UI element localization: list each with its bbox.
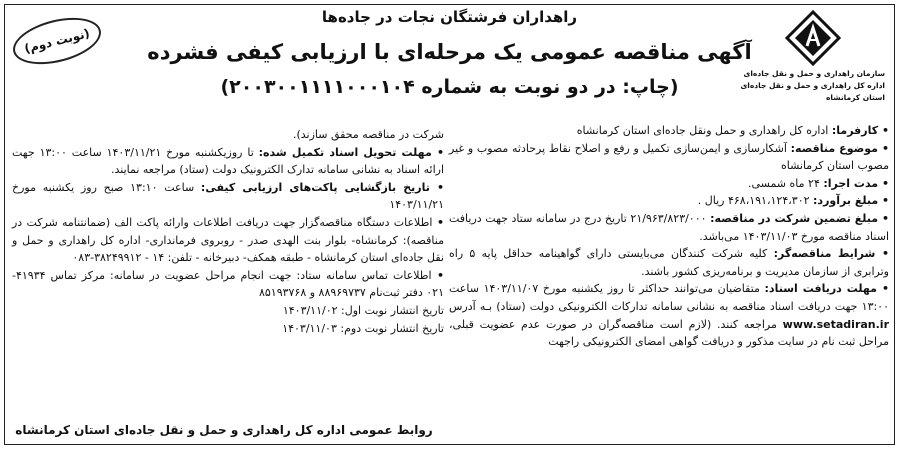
contact-label: اطلاعات دستگاه مناقصه‌گزار جهت دریافت اطلاعات وارائه پاکت الف (ضمانتنامه شرکت در مناقصه): [12,215,444,247]
subject-label: موضوع مناقصه: [790,141,878,155]
duration-item: • مدت اجرا: ۲۴ ماه شمسی. [747,176,889,190]
conditions-item: • شرایط مناقصه‌گر: کلیه شرکت کنندگان می‌بایستی دارای گواهینامه حداقل پایه ۵ راه وترابری از سازمان مدیریت و برنامه‌ریزی کشور باشند. [449,247,889,278]
setad-website-link[interactable]: www.setadiran.ir [782,317,890,331]
setad-item: • اطلاعات تماس سامانه ستاد: جهت انجام مراحل عضویت در سامانه: مرکز تماس ۴۱۹۳۴- ۰۲۱ دفتر ثبت‌نام ۸۸۹۶۹۷۳۷ و ۸۵۱۹۳۷۶۸ [12,268,444,300]
conditions-label: شرایط مناقصه‌گر: [773,247,876,261]
logo-line: استان کرمانشاه [825,93,885,102]
contact-value: کرمانشاه- بلوار بنت الهدی صدر - روبروی فرمانداری- اداره کل راهداری و حمل و نقل جاده‌ای استان کرمانشاه - طبقه همکف- دبیرخانه - تلفن: ۱۴ - ۳۸۲۴۹۹۱۲-۰۸۳ [12,233,444,265]
slogan-title: راهداران فرشتگان نجات در جاده‌ها [321,8,578,26]
opening-label: تاریخ بازگشایی پاکت‌های ارزیابی کیفی: [200,180,430,194]
docs-label: مهلت دریافت اسناد: [764,282,877,296]
setad-value: جهت انجام مراحل عضویت در سامانه: مرکز تماس ۴۱۹۳۴- ۰۲۱ دفتر ثبت‌نام ۸۸۹۶۹۷۳۷ و ۸۵۱۹۳۷۶۸ [12,268,444,300]
guarantee-item: • مبلغ تضمین شرکت در مناقصه: ۲۱/۹۶۳/۸۲۳/۰۰۰ تاریخ درج در سامانه ستاد جهت دریافت اسناد مناقصه مورخ ۱۴۰۳/۱۱/۰۳ می‌باشد. [449,211,890,243]
subject-item: • موضوع مناقصه: آشکارسازی و ایمن‌سازی تکمیل و رفع و اصلاح نقاط پرحادثه مصوب و غیر مصوب استان کرمانشاه [449,141,889,173]
budget-value: ۴۶۸،۱۹۱،۱۲۴،۳۰۲ ریال . [697,194,810,208]
organization-logo [735,6,885,118]
submit-item: • مهلت تحویل اسناد تکمیل شده: تا روزیکشنبه مورخ ۱۴۰۳/۱۱/۲۱ ساعت ۱۳:۰۰ جهت ارائه اسناد به نشانی سامانه تدارک الکترونیک دولت (ستاد) مراجعه نمایند. [12,145,444,177]
budget-label: مبلغ برآورد: [813,194,879,208]
road-transport-logo-icon [783,10,843,66]
subject-value: آشکارسازی و ایمن‌سازی تکمیل و رفع و اصلاح نقاط پرحادثه مصوب و غیر مصوب استان کرمانشاه [449,141,889,173]
budget-item: • مبلغ برآورد: ۴۶۸،۱۹۱،۱۲۴،۳۰۲ ریال . [697,194,889,208]
docs-value-2: مراجعه کنند. (لازم است مناقصه‌گران در صورت عدم عضویت قبلی، مراحل ثبت نام در سایت مذکور و دریافت گواهی امضای الکترونیکی راجهت [449,317,889,349]
tender-number-title: (چاپ: در دو نوبت به شماره ۲۰۰۳۰۰۱۱۱۱۰۰۰۱۰۴) [220,76,679,98]
setad-label: اطلاعات تماس سامانه ستاد: [296,268,432,282]
left-column [12,126,444,337]
publish-date-2: تاریخ انتشار نوبت دوم: ۱۴۰۳/۱۱/۰۳ [282,321,444,335]
duration-label: مدت اجرا: [823,176,879,190]
logo-line: اداره کل راهداری و حمل و نقل جاده‌ای [740,81,885,90]
contact-item: • اطلاعات دستگاه مناقصه‌گزار جهت دریافت اطلاعات وارائه پاکت الف (ضمانتنامه شرکت در مناقصه): کرمانشاه- بلوار بنت الهدی صدر - روبروی فرمانداری- اداره کل راهداری و حمل و نقل جاده‌ای استان کرمانشاه - طبقه همکف- دبیرخانه - تلفن: ۱۴ - ۳۸۲۴۹۹۱۲-۰۸۳ [12,215,444,265]
submit-value: تا روزیکشنبه مورخ ۱۴۰۳/۱۱/۲۱ ساعت ۱۳:۰۰ جهت ارائه اسناد به نشانی سامانه تدارک الکترونیک دولت (ستاد) مراجعه نمایند. [12,145,444,177]
opening-value: ساعت ۱۳:۱۰ صبح روز یکشنبه مورخ ۱۴۰۳/۱۱/۲۱ [12,180,444,212]
organization-name [735,68,885,104]
opening-item: • تاریخ بازگشایی پاکت‌های ارزیابی کیفی: ساعت ۱۳:۱۰ صبح روز یکشنبه مورخ ۱۴۰۳/۱۱/۲۱ [12,180,444,212]
submit-label: مهلت تحویل اسناد تکمیل شده: [258,145,432,159]
public-relations-signature: روابط عمومی اداره کل راهداری و حمل و نقل جاده‌ای استان کرمانشاه [15,423,433,437]
right-column [449,122,889,351]
publish-date-1: تاریخ انتشار نوبت اول: ۱۴۰۳/۱۱/۰۲ [282,303,444,317]
docs-value-1: متقاضیان می‌توانند حداکثر تا روز یکشنبه مورخ ۱۴۰۳/۱۱/۰۷ ساعت ۱۳:۰۰ جهت دریافت اسناد مناقصه به نشانی سامانه تدارکات الکترونیکی دولت (ستاد) بـه آدرس [449,282,889,313]
conditions-value: کلیه شرکت کنندگان می‌بایستی دارای گواهینامه حداقل پایه ۵ راه وترابری از سازمان مدیریت و برنامه‌ریزی کشور باشند. [449,247,889,278]
continuation-text: شرکت در مناقصه محقق سازند). [292,128,444,141]
logo-line: سازمان راهداری و حمل و نقل جاده‌ای [743,69,885,78]
employer-value: اداره کل راهداری و حمل ونقل جاده‌ای استان کرمانشاه [576,124,829,137]
tender-main-title: آگهی مناقصه عمومی یک مرحله‌ای با ارزیابی کیفی فشرده [147,40,752,64]
employer-label: کارفرما: [831,124,879,137]
badge-label: (نوبت دوم) [22,26,92,56]
docs-item: • مهلت دریافت اسناد: متقاضیان می‌توانند حداکثر تا روز یکشنبه مورخ ۱۴۰۳/۱۱/۰۷ ساعت ۱۳:۰۰ جهت دریافت اسناد مناقصه به نشانی سامانه تدارکات الکترونیکی دولت (ستاد) بـه آدرس www.setadiran.ir مراجعه کنند. (لازم است مناقصه‌گران در صورت عدم عضویت قبلی، مراحل ثبت نام در سایت مذکور و دریافت گواهی امضای الکترونیکی راجهت [449,282,890,349]
guarantee-note: تاریخ درج در سامانه ستاد جهت دریافت اسناد مناقصه مورخ ۱۴۰۳/۱۱/۰۳ می‌باشد. [449,211,889,243]
employer-item: • کارفرما: اداره کل راهداری و حمل ونقل جاده‌ای استان کرمانشاه [576,124,889,137]
guarantee-value: ۲۱/۹۶۳/۸۲۳/۰۰۰ [630,211,707,225]
guarantee-label: مبلغ تضمین شرکت در مناقصه: [710,211,879,225]
duration-value: ۲۴ ماه شمسی. [747,176,820,190]
